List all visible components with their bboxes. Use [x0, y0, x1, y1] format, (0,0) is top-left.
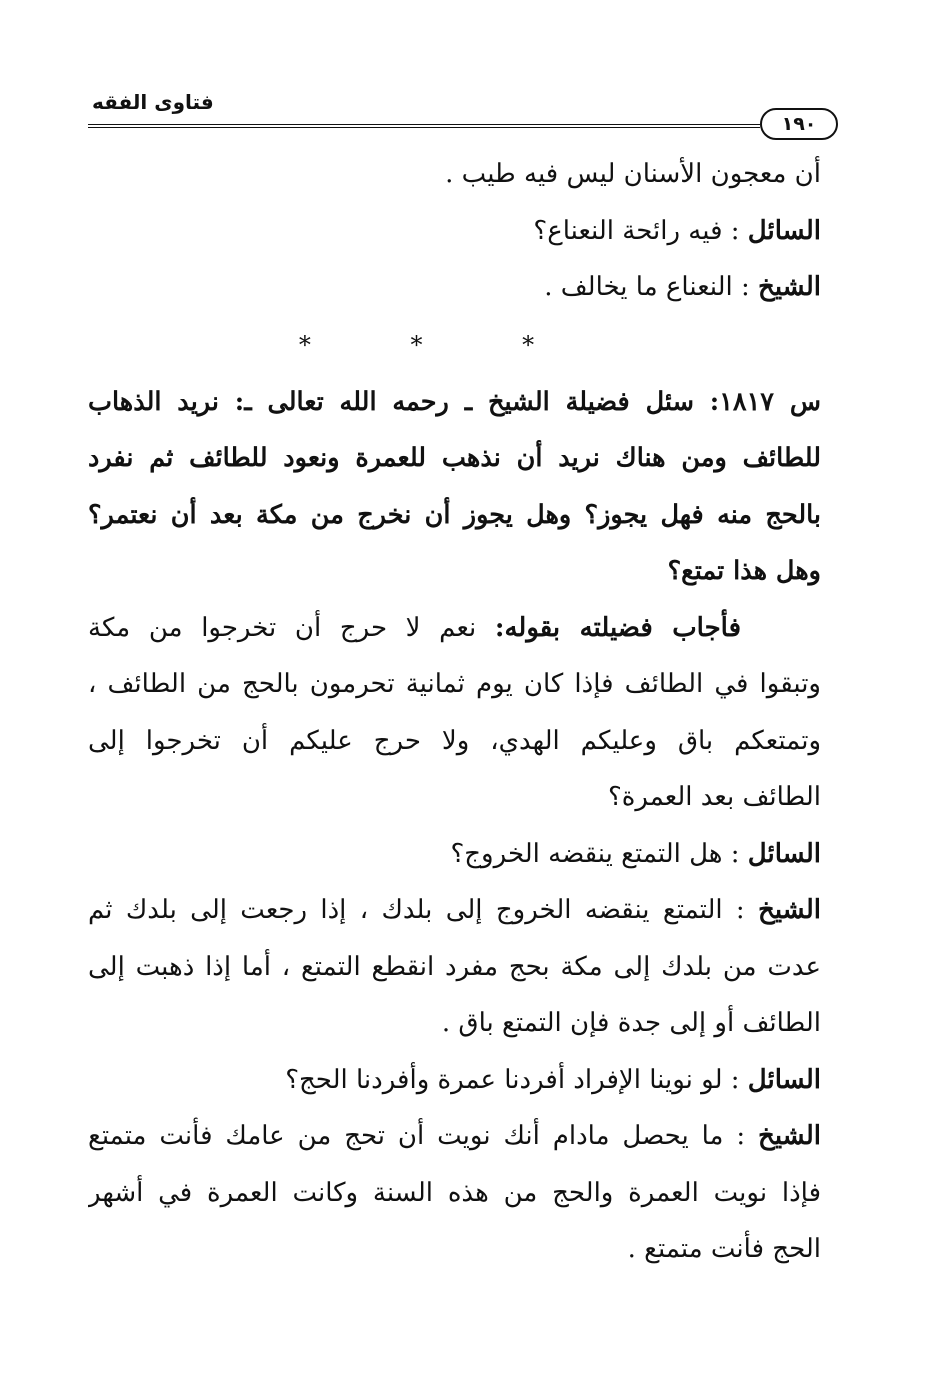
- section-separator: * * *: [298, 330, 581, 359]
- speaker-text: : هل التمتع ينقضه الخروج؟: [450, 838, 740, 869]
- text-line: عدت من بلدك إلى مكة بحج مفرد انقطع التمتع ، أما إذا ذهبت إلى: [88, 951, 821, 982]
- text-line: أن معجون الأسنان ليس فيه طيب .: [445, 159, 821, 189]
- page-header: [88, 88, 838, 138]
- answer-line: وتمتعكم باق وعليكم الهدي، ولا حرج عليكم أن تخرجوا إلى: [88, 725, 821, 756]
- speaker-label: الشيخ: [758, 1121, 821, 1151]
- question-line: [88, 374, 821, 431]
- question-text: سئل فضيلة الشيخ ـ رحمه الله تعالى ـ: نريد الذهاب: [88, 386, 694, 417]
- speaker-label: السائل: [747, 215, 821, 246]
- speaker-label: الشيخ: [758, 272, 821, 302]
- question-number: س ١٨١٧:: [709, 386, 821, 417]
- speaker-text: : لو نوينا الإفراد أفردنا عمرة وأفردنا الحج؟: [285, 1064, 740, 1095]
- text-line: الطائف أو إلى جدة فإن التمتع باق .: [441, 1008, 821, 1038]
- speaker-text: : فيه رائحة النعناع؟: [533, 215, 740, 246]
- text-line: [88, 203, 821, 260]
- text-line: [88, 826, 821, 883]
- text-line: الحج فأنت متمتع .: [627, 1234, 821, 1264]
- speaker-label: السائل: [747, 1064, 821, 1095]
- speaker-label: السائل: [747, 838, 821, 869]
- answer-line: [88, 600, 821, 657]
- answer-line: وتبقوا في الطائف فإذا كان يوم ثمانية تحرمون بالحج من الطائف ،: [88, 669, 821, 699]
- answer-label: فأجاب فضيلته بقوله:: [494, 612, 742, 643]
- speaker-label: الشيخ: [758, 895, 821, 925]
- page-body: [88, 146, 821, 1278]
- text-line: [88, 259, 821, 316]
- text-line: [88, 1052, 821, 1109]
- header-rule: [88, 124, 760, 128]
- text-line: [88, 1108, 821, 1165]
- speaker-text: : النعناع ما يخالف .: [544, 272, 750, 302]
- question-line: بالحج منه فهل يجوز؟ وهل يجوز أن نخرج من مكة بعد أن نعتمر؟: [88, 499, 821, 530]
- question-line: للطائف ومن هناك نريد أن نذهب للعمرة ونعود للطائف ثم نفرد: [88, 443, 821, 473]
- book-title: فتاوى الفقه: [92, 90, 214, 114]
- text-line: فإذا نويت العمرة والحج من هذه السنة وكانت العمرة في أشهر: [88, 1177, 821, 1208]
- speaker-text: : التمتع ينقضه الخروج إلى بلدك ، إذا رجعت إلى بلدك ثم: [88, 895, 745, 925]
- answer-text: نعم لا حرج أن تخرجوا من مكة: [88, 612, 477, 643]
- question-line: وهل هذا تمتع؟: [667, 556, 821, 586]
- speaker-text: : ما يحصل مادام أنك نويت أن تحج من عامك فأنت متمتع: [88, 1121, 746, 1151]
- text-line: [88, 882, 821, 939]
- answer-line: الطائف بعد العمرة؟: [608, 782, 821, 812]
- page-number: ١٩٠: [760, 108, 838, 140]
